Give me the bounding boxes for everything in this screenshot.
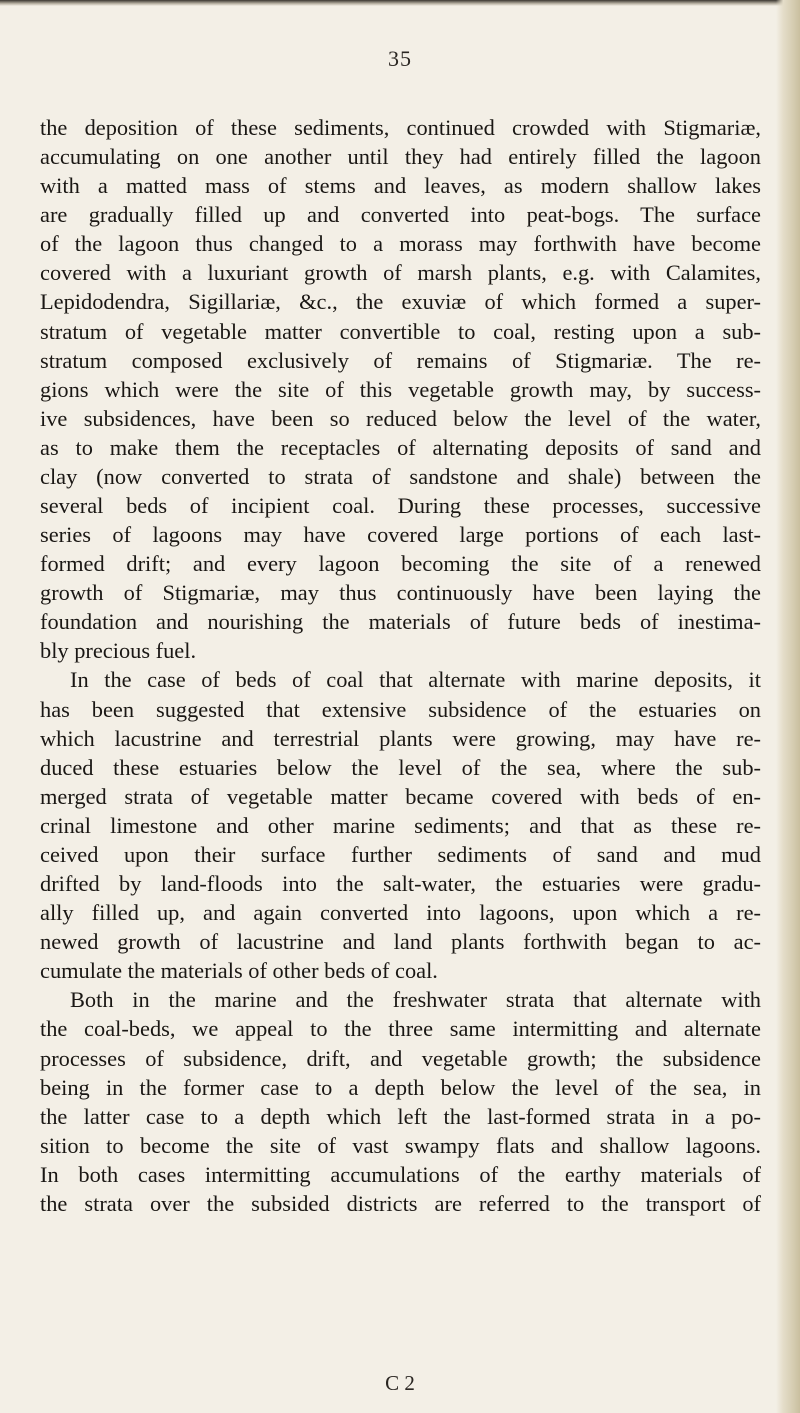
text-line: the strata over the subsided districts are referred to the transport of xyxy=(40,1190,761,1216)
text-line: duced these estuaries below the level of the sea, where the sub- xyxy=(40,754,761,780)
text-line: of the lagoon thus changed to a morass may forthwith have become xyxy=(40,231,761,257)
text-line: several beds of incipient coal. During these processes, successive xyxy=(40,493,761,519)
text-line: merged strata of vegetable matter became covered with beds of en- xyxy=(40,783,761,809)
text-line: as to make them the receptacles of alternating deposits of sand and xyxy=(40,434,761,460)
text-line: bly precious fuel. xyxy=(40,638,197,664)
text-line: newed growth of lacustrine and land plants forthwith began to ac- xyxy=(40,929,761,955)
text-line: the deposition of these sediments, continued crowded with Stigmariæ, xyxy=(40,115,761,140)
text-line: series of lagoons may have covered large portions of each last- xyxy=(40,522,761,548)
text-line: clay (now converted to strata of sandstone and shale) between the xyxy=(40,463,761,489)
text-line: stratum of vegetable matter convertible to coal, resting upon a sub- xyxy=(40,318,761,344)
text-line: foundation and nourishing the materials of future beds of inestima- xyxy=(40,609,761,635)
body-text xyxy=(40,113,761,1218)
text-line: ceived upon their surface further sediments of sand and mud xyxy=(40,841,761,867)
text-line: are gradually filled up and converted into peat-bogs. The surface xyxy=(40,202,761,228)
signature-mark: C 2 xyxy=(385,1371,415,1395)
paragraph xyxy=(40,113,761,665)
text-line: drifted by land-floods into the salt-water, the estuaries were gradu- xyxy=(40,871,761,897)
text-line: which lacustrine and terrestrial plants were growing, may have re- xyxy=(40,725,761,751)
paragraph xyxy=(40,665,761,985)
text-line: accumulating on one another until they had entirely filled the lagoon xyxy=(40,144,761,170)
text-line: being in the former case to a depth below the level of the sea, in xyxy=(40,1074,761,1100)
text-line: gions which were the site of this vegetable growth may, by success- xyxy=(40,376,761,402)
page-number: 35 xyxy=(388,46,412,71)
text-line: formed drift; and every lagoon becoming the site of a renewed xyxy=(40,551,761,577)
text-line: In the case of beds of coal that alternate with marine deposits, it xyxy=(70,667,761,693)
paragraph xyxy=(40,985,761,1218)
text-line: the coal-beds, we appeal to the three same intermitting and alternate xyxy=(40,1016,761,1042)
text-line: In both cases intermitting accumulations of the earthy materials of xyxy=(40,1161,761,1187)
text-line: sition to become the site of vast swampy flats and shallow lagoons. xyxy=(40,1132,761,1158)
text-line: covered with a luxuriant growth of marsh plants, e.g. with Calamites, xyxy=(40,260,761,286)
text-line: processes of subsidence, drift, and vegetable growth; the subsidence xyxy=(40,1045,761,1071)
text-line: crinal limestone and other marine sediments; and that as these re- xyxy=(40,812,761,838)
page-top-edge xyxy=(0,0,800,6)
text-line: with a matted mass of stems and leaves, as modern shallow lakes xyxy=(40,173,761,199)
text-line: stratum composed exclusively of remains of Stigmariæ. The re- xyxy=(40,347,761,373)
text-line: the latter case to a depth which left the last-formed strata in a po- xyxy=(40,1103,761,1129)
text-line: has been suggested that extensive subsidence of the estuaries on xyxy=(40,696,761,722)
text-line: cumulate the materials of other beds of coal. xyxy=(40,958,438,984)
text-line: growth of Stigmariæ, may thus continuously have been laying the xyxy=(40,580,761,606)
text-line: ally filled up, and again converted into lagoons, upon which a re- xyxy=(40,900,761,926)
text-line: Both in the marine and the freshwater strata that alternate with xyxy=(70,987,761,1013)
page-right-edge xyxy=(776,0,800,1413)
text-line: Lepidodendra, Sigillariæ, &c., the exuviæ of which formed a super- xyxy=(40,289,761,315)
text-line: ive subsidences, have been so reduced below the level of the water, xyxy=(40,405,761,431)
